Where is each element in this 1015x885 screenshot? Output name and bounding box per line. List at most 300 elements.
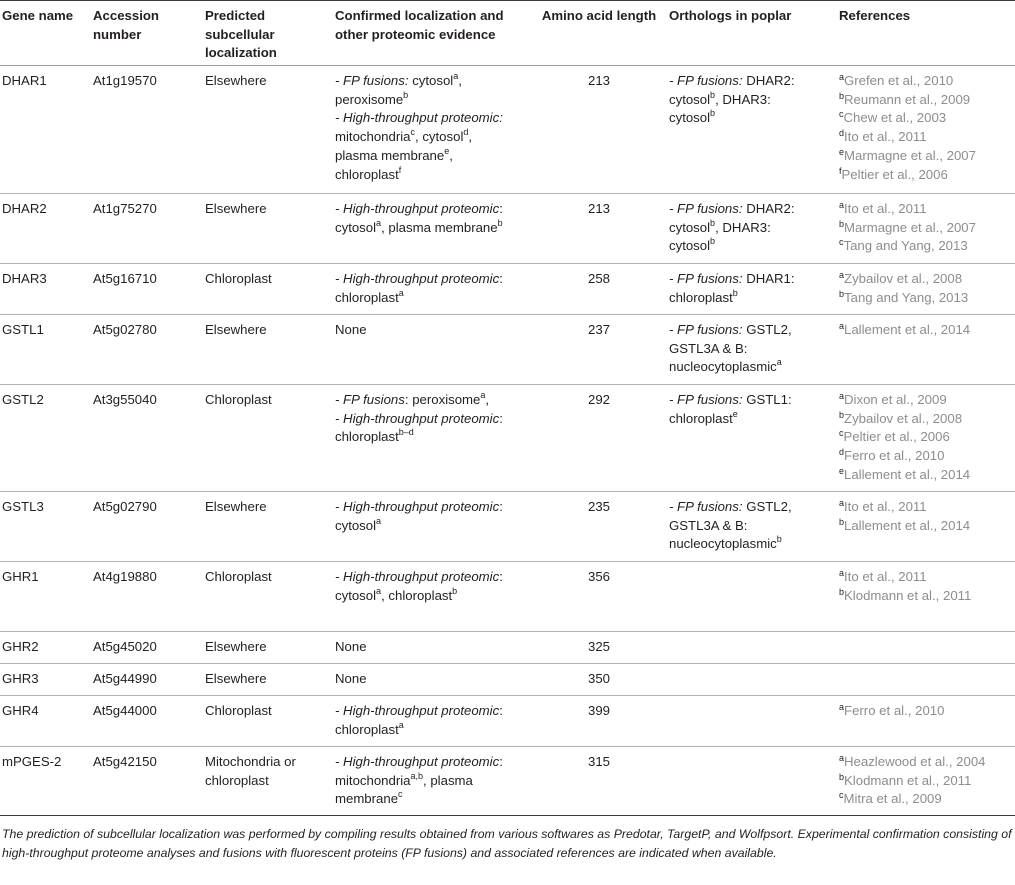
reference-marker: a [839, 498, 845, 508]
accession-cell: At5g45020 [93, 632, 205, 664]
reference-item [839, 128, 1011, 147]
reference-item [839, 166, 1011, 185]
reference-item [839, 91, 1011, 110]
references-cell [839, 632, 1015, 664]
italic-text: - FP fusions: [669, 322, 743, 337]
superscript: c [410, 127, 415, 138]
cell-line [669, 391, 835, 410]
accession-cell: At1g19570 [93, 66, 205, 194]
accession-cell: At5g44990 [93, 664, 205, 696]
orthologs-cell [669, 747, 839, 816]
text-segment: cytosol [669, 91, 711, 107]
cell-line [335, 670, 529, 689]
reference-item [839, 237, 1011, 256]
reference-text: Marmagne et al., 2007 [844, 219, 976, 235]
predicted-localization-cell: Chloroplast [205, 696, 335, 747]
references-cell [839, 315, 1015, 385]
reference-marker: c [839, 790, 844, 801]
amino-acid-length-cell: 315 [533, 747, 669, 816]
header-accession-number: Accession number [93, 1, 205, 66]
text-segment: cytosol [335, 219, 377, 235]
reference-text: Heazlewood et al., 2004 [844, 754, 986, 769]
header-references: References [839, 1, 1015, 66]
text-segment: , plasma membrane [381, 219, 498, 235]
cell-line [335, 410, 529, 429]
text-segment: GSTL1: [742, 392, 792, 407]
gene-name-cell: mPGES-2 [0, 747, 93, 816]
references-cell [839, 664, 1015, 696]
reference-item [839, 109, 1011, 128]
reference-text: Lallement et al., 2014 [844, 466, 971, 482]
gene-name-cell: DHAR3 [0, 264, 93, 315]
reference-marker: a [839, 702, 845, 712]
superscript: f [398, 164, 402, 175]
reference-marker: e [839, 146, 845, 157]
cell-line [335, 517, 529, 536]
references-cell [839, 194, 1015, 264]
reference-text: Zybailov et al., 2008 [844, 271, 963, 286]
reference-marker: b [839, 586, 845, 597]
reference-marker: a [839, 391, 845, 401]
predicted-localization-cell: Mitochondria or chloroplast [205, 747, 335, 816]
superscript: b [452, 585, 458, 596]
superscript: a [376, 217, 382, 228]
amino-acid-length-cell: 258 [533, 264, 669, 315]
reference-marker: b [839, 409, 845, 420]
accession-cell: At5g16710 [93, 264, 205, 315]
text-segment: : [499, 201, 503, 216]
reference-marker: b [839, 288, 845, 299]
reference-text: Klodmann et al., 2011 [844, 587, 972, 603]
text-segment: None [335, 671, 367, 686]
cell-line [669, 340, 835, 359]
amino-acid-length-cell: 235 [533, 492, 669, 562]
gene-name-cell: GSTL1 [0, 315, 93, 385]
reference-item [839, 147, 1011, 166]
references-cell [839, 492, 1015, 562]
reference-marker: b [839, 90, 845, 101]
text-segment: : [499, 499, 503, 514]
italic-text: - FP fusions: [669, 392, 743, 407]
cell-line [669, 270, 835, 289]
reference-marker: e [839, 465, 845, 476]
table-row [0, 492, 1015, 562]
reference-marker: b [839, 516, 845, 527]
superscript: a,b [410, 770, 424, 781]
cell-line [335, 790, 529, 809]
reference-text: Ito et al., 2011 [844, 499, 927, 514]
gene-name-cell: DHAR1 [0, 66, 93, 194]
reference-item [839, 498, 1011, 517]
orthologs-cell [669, 194, 839, 264]
text-segment: peroxisome [335, 91, 404, 107]
superscript: b [497, 217, 503, 228]
italic-text: - High-throughput proteomic [335, 410, 500, 426]
reference-marker: b [839, 771, 845, 782]
accession-cell: At1g75270 [93, 194, 205, 264]
evidence-cell [335, 696, 533, 747]
header-orthologs-in-poplar: Orthologs in poplar [669, 1, 839, 66]
cell-line [335, 147, 529, 166]
reference-text: Klodmann et al., 2011 [844, 772, 972, 788]
cell-line [669, 91, 835, 110]
reference-marker: c [839, 237, 844, 248]
text-segment: cytosol [669, 238, 711, 254]
reference-marker: a [839, 72, 845, 82]
header-row [0, 1, 1015, 66]
references-cell [839, 562, 1015, 632]
cell-line [335, 498, 529, 517]
superscript: b [776, 534, 782, 545]
accession-cell: At3g55040 [93, 385, 205, 492]
italic-text: - FP fusions: [669, 271, 743, 286]
superscript: a [480, 390, 486, 400]
text-segment: , [468, 129, 473, 145]
text-segment: , [449, 147, 453, 163]
header-gene-name: Gene name [0, 1, 93, 66]
gene-name-cell: GHR4 [0, 696, 93, 747]
reference-item [839, 410, 1011, 429]
reference-marker: a [839, 753, 845, 763]
text-segment: None [335, 322, 367, 337]
reference-item [839, 568, 1011, 587]
text-segment: None [335, 639, 367, 654]
gene-name-cell: GSTL3 [0, 492, 93, 562]
superscript: b [710, 108, 716, 119]
reference-item [839, 772, 1011, 791]
references-cell [839, 264, 1015, 315]
reference-text: Lallement et al., 2014 [844, 322, 971, 337]
text-segment: nucleocytoplasmic [669, 359, 777, 375]
text-segment: chloroplast [335, 429, 399, 445]
italic-text: - High-throughput proteomic [335, 499, 500, 514]
reference-text: Tang and Yang, 2013 [844, 289, 969, 305]
text-segment: membrane [335, 791, 399, 807]
text-segment: plasma membrane [335, 147, 445, 163]
amino-acid-length-cell: 237 [533, 315, 669, 385]
predicted-localization-cell: Elsewhere [205, 194, 335, 264]
evidence-cell [335, 194, 533, 264]
reference-marker: d [839, 447, 845, 458]
cell-line [335, 91, 529, 110]
text-segment: chloroplast [669, 410, 733, 426]
accession-cell: At5g02780 [93, 315, 205, 385]
orthologs-cell [669, 315, 839, 385]
text-segment: , [458, 73, 462, 88]
orthologs-cell [669, 264, 839, 315]
orthologs-cell [669, 66, 839, 194]
reference-text: Chew et al., 2003 [843, 110, 947, 126]
header-confirmed-localization: Confirmed localization and other proteomic evidence [335, 1, 533, 66]
reference-text: Ito et al., 2011 [844, 129, 927, 145]
reference-text: Peltier et al., 2006 [841, 166, 948, 182]
superscript: a [376, 585, 382, 596]
cell-line [335, 702, 529, 721]
superscript: a [398, 287, 404, 298]
references-cell [839, 696, 1015, 747]
italic-text: - High-throughput proteomic: [335, 110, 503, 126]
references-cell [839, 385, 1015, 492]
text-segment: cytosol [335, 587, 377, 603]
reference-marker: a [839, 568, 845, 578]
header-predicted-localization: Predicted subcellular localization [205, 1, 335, 66]
reference-text: Ferro et al., 2010 [844, 448, 945, 464]
references-cell [839, 747, 1015, 816]
table-row [0, 315, 1015, 385]
text-segment: : [499, 703, 503, 718]
amino-acid-length-cell: 350 [533, 664, 669, 696]
orthologs-cell [669, 696, 839, 747]
text-segment: : [499, 569, 503, 584]
cell-line [335, 428, 529, 447]
reference-text: Zybailov et al., 2008 [844, 410, 963, 426]
superscript: b–d [398, 427, 414, 438]
reference-item [839, 447, 1011, 466]
text-segment: cytosol [669, 110, 711, 126]
text-segment: , plasma [423, 772, 473, 788]
superscript: b [710, 236, 716, 247]
italic-text: - FP fusions: [335, 73, 409, 88]
italic-text: - FP fusions [335, 392, 405, 407]
amino-acid-length-cell: 399 [533, 696, 669, 747]
superscript: a [376, 515, 382, 526]
cell-line [669, 200, 835, 219]
cell-line [335, 321, 529, 340]
italic-text: - High-throughput proteomic [335, 703, 500, 718]
cell-line [335, 587, 529, 606]
evidence-cell [335, 66, 533, 194]
reference-item [839, 289, 1011, 308]
superscript: e [732, 408, 738, 419]
predicted-localization-cell: Elsewhere [205, 632, 335, 664]
reference-marker: a [839, 321, 845, 331]
table-row [0, 194, 1015, 264]
predicted-localization-cell: Chloroplast [205, 264, 335, 315]
cell-line [669, 109, 835, 128]
cell-line [335, 72, 529, 91]
reference-item [839, 753, 1011, 772]
italic-text: - FP fusions: [669, 499, 743, 514]
amino-acid-length-cell: 213 [533, 66, 669, 194]
cell-line [669, 289, 835, 308]
text-segment: cytosol [669, 219, 711, 235]
superscript: b [732, 287, 738, 298]
text-segment: GSTL2, [742, 322, 792, 337]
reference-marker: b [839, 218, 845, 229]
cell-line [335, 391, 529, 410]
reference-item [839, 587, 1011, 606]
italic-text: - High-throughput proteomic [335, 271, 500, 286]
text-segment: cytosol [408, 73, 454, 88]
amino-acid-length-cell: 213 [533, 194, 669, 264]
reference-text: Peltier et al., 2006 [843, 429, 950, 445]
accession-cell: At5g42150 [93, 747, 205, 816]
text-segment: , chloroplast [381, 587, 453, 603]
gene-name-cell: GSTL2 [0, 385, 93, 492]
text-segment: GSTL3A & B: [669, 340, 748, 356]
reference-item [839, 219, 1011, 238]
text-segment: mitochondria [335, 129, 411, 145]
evidence-cell [335, 747, 533, 816]
cell-line [669, 498, 835, 517]
amino-acid-length-cell: 356 [533, 562, 669, 632]
text-segment: DHAR2: [742, 201, 795, 216]
italic-text: - High-throughput proteomic [335, 569, 500, 584]
cell-line [335, 289, 529, 308]
cell-line [669, 517, 835, 536]
table-row [0, 385, 1015, 492]
italic-text: - High-throughput proteomic [335, 201, 500, 216]
orthologs-cell [669, 664, 839, 696]
cell-line [335, 753, 529, 772]
cell-line [669, 237, 835, 256]
cell-line [669, 219, 835, 238]
text-segment: : [499, 410, 503, 426]
reference-text: Mitra et al., 2009 [843, 791, 942, 807]
text-segment: DHAR1: [742, 271, 795, 286]
cell-line [669, 72, 835, 91]
superscript: a [776, 357, 782, 368]
reference-marker: c [839, 428, 844, 439]
superscript: b [710, 217, 716, 228]
reference-item [839, 428, 1011, 447]
references-cell [839, 66, 1015, 194]
cell-line [335, 166, 529, 185]
cell-line [335, 200, 529, 219]
cell-line [335, 638, 529, 657]
italic-text: - High-throughput proteomic [335, 754, 500, 769]
reference-item [839, 391, 1011, 410]
orthologs-cell [669, 385, 839, 492]
header-amino-acid-length: Amino acid length [533, 1, 669, 66]
text-segment: , DHAR3: [715, 91, 771, 107]
text-segment: : peroxisome [404, 392, 481, 407]
gene-name-cell: GHR2 [0, 632, 93, 664]
cell-line [669, 535, 835, 554]
reference-marker: a [839, 270, 845, 280]
reference-text: Ito et al., 2011 [844, 201, 927, 216]
cell-line [669, 321, 835, 340]
text-segment: chloroplast [335, 166, 399, 182]
superscript: a [398, 719, 404, 730]
reference-item [839, 517, 1011, 536]
predicted-localization-cell: Elsewhere [205, 664, 335, 696]
table-row [0, 562, 1015, 632]
predicted-localization-cell: Chloroplast [205, 562, 335, 632]
evidence-cell [335, 315, 533, 385]
cell-line [335, 568, 529, 587]
gene-name-cell: GHR3 [0, 664, 93, 696]
amino-acid-length-cell: 325 [533, 632, 669, 664]
superscript: c [398, 789, 403, 800]
text-segment: nucleocytoplasmic [669, 536, 777, 552]
cell-line [335, 128, 529, 147]
cell-line [669, 358, 835, 377]
table-row [0, 696, 1015, 747]
reference-marker: c [839, 109, 844, 120]
table-row [0, 664, 1015, 696]
reference-item [839, 72, 1011, 91]
superscript: d [463, 127, 469, 138]
table-footnote: The prediction of subcellular localization was performed by compiling results obtained from various softwares as Predotar, TargetP, and Wolfpsort. Experimental confirmation consisting of high-throughput proteome analyses and fusions with fluorescent proteins (FP fusions) and associated references are indicated when available. [2, 827, 1012, 860]
accession-cell: At4g19880 [93, 562, 205, 632]
reference-text: Grefen et al., 2010 [844, 73, 954, 88]
reference-item [839, 790, 1011, 809]
table-row [0, 632, 1015, 664]
text-segment: cytosol [335, 517, 377, 533]
text-segment: chloroplast [335, 289, 399, 305]
evidence-cell [335, 492, 533, 562]
reference-text: Lallement et al., 2014 [844, 517, 971, 533]
cell-line [335, 109, 529, 128]
text-segment: GSTL2, [742, 499, 792, 514]
evidence-cell [335, 264, 533, 315]
cell-line [335, 772, 529, 791]
table-row [0, 66, 1015, 194]
text-segment: , [485, 392, 490, 407]
table-body [0, 66, 1015, 816]
orthologs-cell [669, 632, 839, 664]
amino-acid-length-cell: 292 [533, 385, 669, 492]
accession-cell: At5g44000 [93, 696, 205, 747]
predicted-localization-cell: Elsewhere [205, 315, 335, 385]
superscript: b [710, 89, 716, 100]
evidence-cell [335, 632, 533, 664]
text-segment: , DHAR3: [715, 219, 771, 235]
reference-item [839, 200, 1011, 219]
evidence-cell [335, 664, 533, 696]
reference-marker: a [839, 200, 845, 210]
reference-marker: f [839, 165, 842, 176]
italic-text: - FP fusions: [669, 73, 743, 88]
text-segment: : [499, 271, 503, 286]
superscript: a [453, 71, 459, 81]
text-segment: mitochondria [335, 772, 411, 788]
text-segment: DHAR2: [742, 73, 795, 88]
reference-text: Tang and Yang, 2013 [843, 238, 968, 254]
predicted-localization-cell: Chloroplast [205, 385, 335, 492]
reference-text: Marmagne et al., 2007 [844, 147, 976, 163]
superscript: e [444, 145, 450, 156]
superscript: b [403, 89, 409, 100]
orthologs-cell [669, 562, 839, 632]
reference-text: Ferro et al., 2010 [844, 703, 945, 718]
predicted-localization-cell: Elsewhere [205, 492, 335, 562]
reference-text: Ito et al., 2011 [844, 569, 927, 584]
reference-item [839, 270, 1011, 289]
text-segment: chloroplast [335, 721, 399, 737]
reference-item [839, 702, 1011, 721]
evidence-cell [335, 385, 533, 492]
accession-cell: At5g02790 [93, 492, 205, 562]
predicted-localization-cell: Elsewhere [205, 66, 335, 194]
gene-name-cell: DHAR2 [0, 194, 93, 264]
reference-text: Dixon et al., 2009 [844, 392, 947, 407]
evidence-cell [335, 562, 533, 632]
cell-line [335, 219, 529, 238]
gene-name-cell: GHR1 [0, 562, 93, 632]
reference-item [839, 321, 1011, 340]
text-segment: , cytosol [415, 129, 464, 145]
table-row [0, 264, 1015, 315]
orthologs-cell [669, 492, 839, 562]
table-row [0, 747, 1015, 816]
text-segment: : [499, 754, 503, 769]
text-segment: chloroplast [669, 289, 733, 305]
reference-marker: d [839, 128, 845, 139]
cell-line [335, 721, 529, 740]
text-segment: GSTL3A & B: [669, 517, 748, 533]
